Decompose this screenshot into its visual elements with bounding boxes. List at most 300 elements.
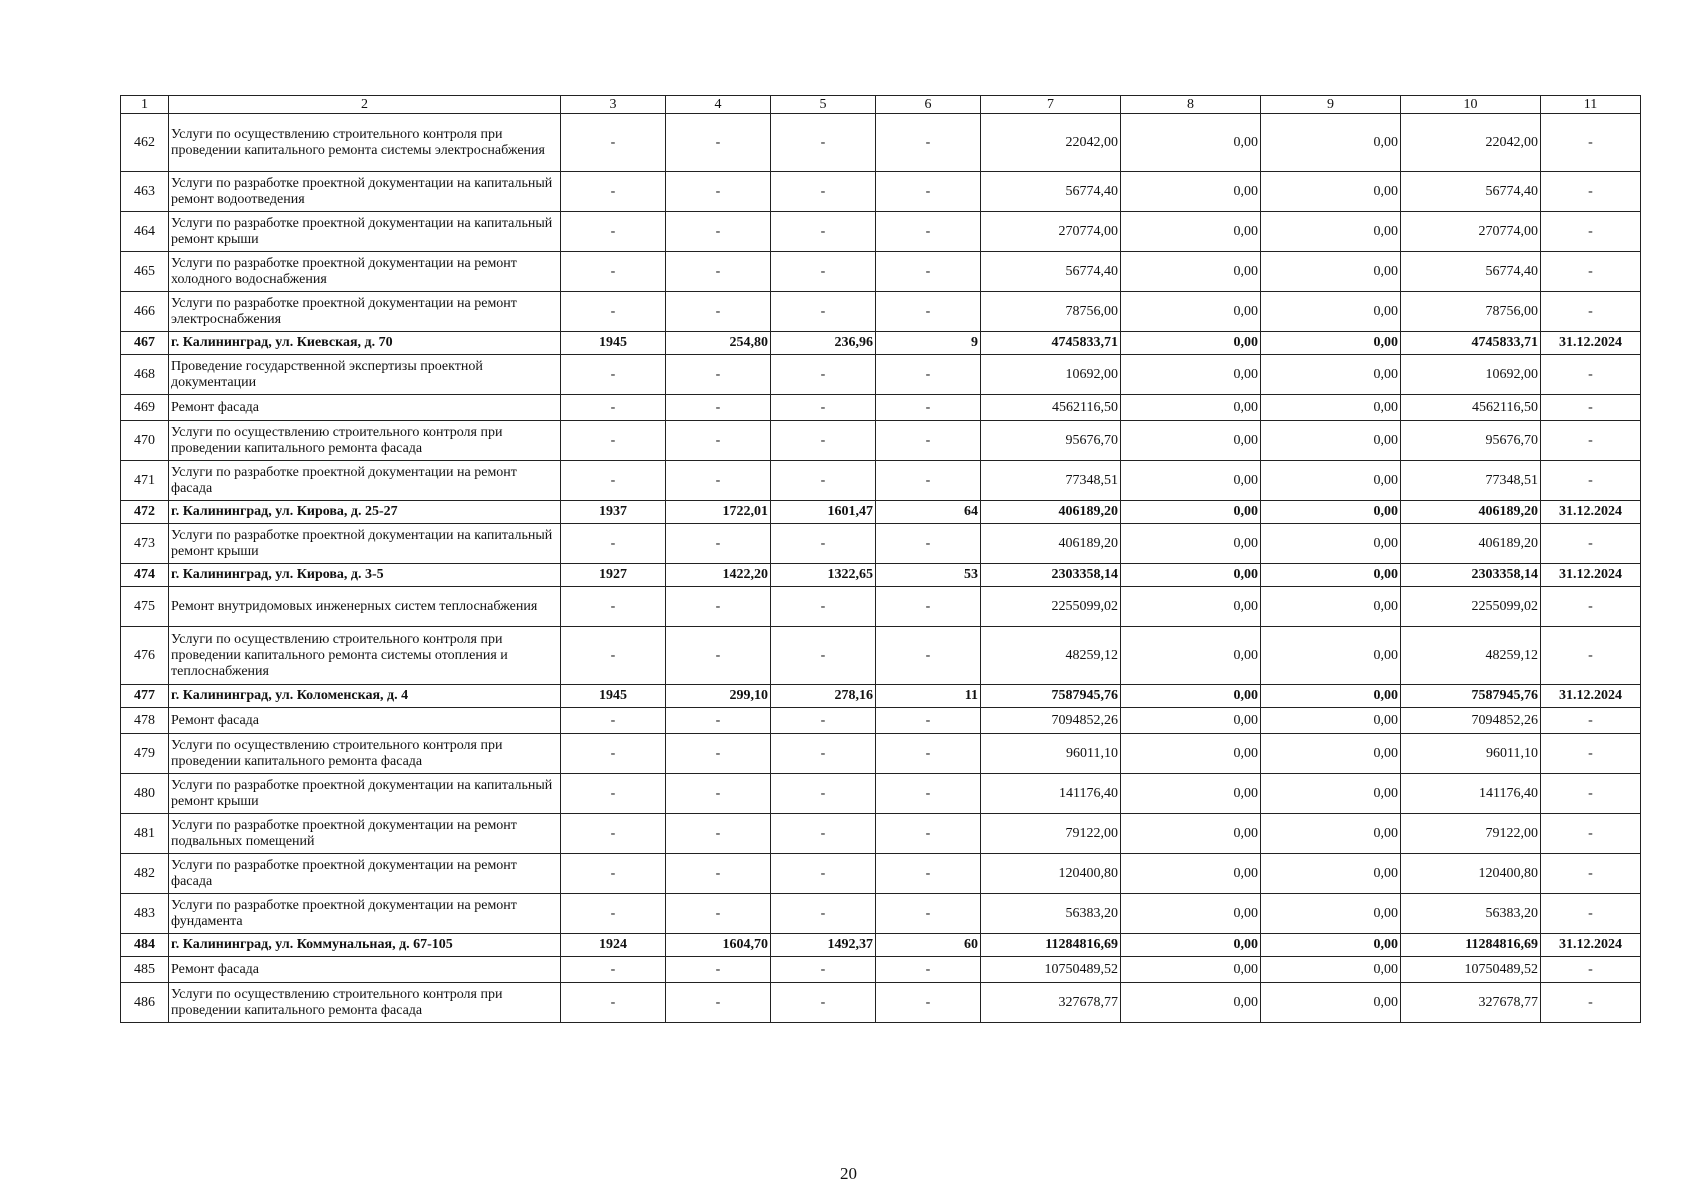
value-cell: 0,00 [1261, 814, 1401, 854]
page-number: 20 [840, 1164, 857, 1183]
deadline-cell: - [1541, 957, 1641, 983]
value-cell: 0,00 [1121, 627, 1261, 685]
column-number: 10 [1401, 96, 1541, 114]
empty-cell: - [876, 395, 981, 421]
value-cell: 0,00 [1121, 587, 1261, 627]
empty-cell: - [666, 114, 771, 172]
value-cell: 96011,10 [981, 734, 1121, 774]
table-row [121, 114, 1641, 172]
value-cell: 22042,00 [981, 114, 1121, 172]
value-cell: 406189,20 [981, 524, 1121, 564]
table-row [121, 421, 1641, 461]
row-number: 486 [121, 983, 169, 1023]
empty-cell: - [666, 355, 771, 395]
value-cell: 0,00 [1121, 395, 1261, 421]
column-number: 2 [169, 96, 561, 114]
value-cell: 0,00 [1261, 934, 1401, 957]
work-name-cell: Услуги по разработке проектной документации на капитальный ремонт водоотведения [169, 172, 561, 212]
column-number: 3 [561, 96, 666, 114]
empty-cell: - [561, 172, 666, 212]
value-cell: 0,00 [1121, 292, 1261, 332]
empty-cell: - [666, 395, 771, 421]
work-name-cell: Проведение государственной экспертизы проектной документации [169, 355, 561, 395]
value-cell: 7094852,26 [981, 708, 1121, 734]
empty-cell: - [561, 252, 666, 292]
work-name-cell: Ремонт фасада [169, 957, 561, 983]
empty-cell: - [561, 461, 666, 501]
value-cell: 0,00 [1121, 461, 1261, 501]
table-row [121, 355, 1641, 395]
table-row [121, 983, 1641, 1023]
value-cell: 327678,77 [981, 983, 1121, 1023]
value-cell: 79122,00 [1401, 814, 1541, 854]
empty-cell: - [561, 708, 666, 734]
work-name-cell: Услуги по осуществлению строительного контроля при проведении капитального ремонта системы электроснабжения [169, 114, 561, 172]
work-name-cell: Услуги по осуществлению строительного контроля при проведении капитального ремонта фасада [169, 983, 561, 1023]
value-cell: 2255099,02 [981, 587, 1121, 627]
deadline-cell: - [1541, 814, 1641, 854]
empty-cell: - [561, 983, 666, 1023]
empty-cell: - [771, 292, 876, 332]
empty-cell: - [666, 854, 771, 894]
empty-cell: - [876, 421, 981, 461]
year-cell: 1945 [561, 685, 666, 708]
value-cell: 0,00 [1261, 685, 1401, 708]
work-name-cell: Услуги по разработке проектной документации на капитальный ремонт крыши [169, 524, 561, 564]
empty-cell: - [666, 212, 771, 252]
empty-cell: - [771, 421, 876, 461]
row-number: 480 [121, 774, 169, 814]
value-cell: 4562116,50 [1401, 395, 1541, 421]
value-cell: 0,00 [1261, 524, 1401, 564]
table-row [121, 854, 1641, 894]
empty-cell: - [876, 587, 981, 627]
value-cell: 95676,70 [1401, 421, 1541, 461]
address-row [121, 685, 1641, 708]
deadline-cell: - [1541, 355, 1641, 395]
empty-cell: - [666, 524, 771, 564]
row-number: 485 [121, 957, 169, 983]
empty-cell: - [876, 461, 981, 501]
deadline-cell: - [1541, 587, 1641, 627]
value-cell: 56383,20 [981, 894, 1121, 934]
repair-program-table [120, 95, 1641, 1023]
deadline-cell: - [1541, 708, 1641, 734]
year-cell: 1945 [561, 332, 666, 355]
address-row [121, 332, 1641, 355]
work-name-cell: Услуги по разработке проектной документации на капитальный ремонт крыши [169, 212, 561, 252]
empty-cell: - [666, 983, 771, 1023]
empty-cell: - [561, 854, 666, 894]
value-cell: 1722,01 [666, 501, 771, 524]
year-cell: 1927 [561, 564, 666, 587]
value-cell: 0,00 [1261, 172, 1401, 212]
value-cell: 0,00 [1121, 524, 1261, 564]
deadline-cell: - [1541, 894, 1641, 934]
row-number: 477 [121, 685, 169, 708]
deadline-cell: 31.12.2024 [1541, 685, 1641, 708]
empty-cell: - [876, 524, 981, 564]
value-cell: 11284816,69 [981, 934, 1121, 957]
row-number: 464 [121, 212, 169, 252]
empty-cell: - [876, 734, 981, 774]
empty-cell: - [666, 957, 771, 983]
column-number: 11 [1541, 96, 1641, 114]
empty-cell: - [561, 957, 666, 983]
empty-cell: - [771, 395, 876, 421]
table-row [121, 957, 1641, 983]
empty-cell: - [876, 627, 981, 685]
row-number: 483 [121, 894, 169, 934]
value-cell: 1322,65 [771, 564, 876, 587]
value-cell: 0,00 [1261, 774, 1401, 814]
value-cell: 2303358,14 [1401, 564, 1541, 587]
row-number: 473 [121, 524, 169, 564]
empty-cell: - [876, 983, 981, 1023]
deadline-cell: 31.12.2024 [1541, 934, 1641, 957]
empty-cell: - [771, 212, 876, 252]
value-cell: 406189,20 [981, 501, 1121, 524]
empty-cell: - [771, 854, 876, 894]
value-cell: 0,00 [1261, 708, 1401, 734]
value-cell: 10692,00 [981, 355, 1121, 395]
value-cell: 278,16 [771, 685, 876, 708]
empty-cell: - [666, 627, 771, 685]
value-cell: 0,00 [1121, 983, 1261, 1023]
table-row [121, 461, 1641, 501]
value-cell: 60 [876, 934, 981, 957]
value-cell: 1492,37 [771, 934, 876, 957]
table-row [121, 627, 1641, 685]
empty-cell: - [771, 983, 876, 1023]
value-cell: 327678,77 [1401, 983, 1541, 1023]
year-cell: 1924 [561, 934, 666, 957]
value-cell: 120400,80 [1401, 854, 1541, 894]
value-cell: 56774,40 [1401, 172, 1541, 212]
value-cell: 22042,00 [1401, 114, 1541, 172]
value-cell: 0,00 [1261, 114, 1401, 172]
value-cell: 254,80 [666, 332, 771, 355]
value-cell: 0,00 [1261, 395, 1401, 421]
value-cell: 4745833,71 [1401, 332, 1541, 355]
year-cell: 1937 [561, 501, 666, 524]
value-cell: 78756,00 [981, 292, 1121, 332]
work-name-cell: Ремонт фасада [169, 708, 561, 734]
table-row [121, 395, 1641, 421]
work-name-cell: Услуги по разработке проектной документации на ремонт холодного водоснабжения [169, 252, 561, 292]
empty-cell: - [771, 587, 876, 627]
empty-cell: - [771, 355, 876, 395]
empty-cell: - [666, 292, 771, 332]
work-name-cell: Ремонт внутридомовых инженерных систем теплоснабжения [169, 587, 561, 627]
empty-cell: - [561, 814, 666, 854]
row-number: 462 [121, 114, 169, 172]
empty-cell: - [876, 292, 981, 332]
value-cell: 0,00 [1261, 734, 1401, 774]
value-cell: 0,00 [1121, 172, 1261, 212]
column-number: 9 [1261, 96, 1401, 114]
work-name-cell: Услуги по осуществлению строительного контроля при проведении капитального ремонта системы отопления и теплоснабжения [169, 627, 561, 685]
empty-cell: - [876, 814, 981, 854]
empty-cell: - [771, 734, 876, 774]
empty-cell: - [561, 627, 666, 685]
row-number: 471 [121, 461, 169, 501]
column-number: 6 [876, 96, 981, 114]
empty-cell: - [561, 421, 666, 461]
table-row [121, 292, 1641, 332]
empty-cell: - [771, 708, 876, 734]
empty-cell: - [771, 814, 876, 854]
value-cell: 64 [876, 501, 981, 524]
table-row [121, 587, 1641, 627]
column-number: 5 [771, 96, 876, 114]
empty-cell: - [771, 524, 876, 564]
value-cell: 0,00 [1121, 774, 1261, 814]
value-cell: 236,96 [771, 332, 876, 355]
row-number: 484 [121, 934, 169, 957]
value-cell: 53 [876, 564, 981, 587]
deadline-cell: - [1541, 114, 1641, 172]
row-number: 481 [121, 814, 169, 854]
empty-cell: - [561, 395, 666, 421]
table-row [121, 734, 1641, 774]
address-row [121, 564, 1641, 587]
deadline-cell: - [1541, 734, 1641, 774]
address-cell: г. Калининград, ул. Коммунальная, д. 67-105 [169, 934, 561, 957]
table-row [121, 524, 1641, 564]
value-cell: 79122,00 [981, 814, 1121, 854]
work-name-cell: Услуги по осуществлению строительного контроля при проведении капитального ремонта фасада [169, 734, 561, 774]
value-cell: 0,00 [1261, 564, 1401, 587]
value-cell: 1604,70 [666, 934, 771, 957]
column-number: 7 [981, 96, 1121, 114]
value-cell: 4562116,50 [981, 395, 1121, 421]
deadline-cell: - [1541, 983, 1641, 1023]
work-name-cell: Услуги по разработке проектной документации на ремонт подвальных помещений [169, 814, 561, 854]
empty-cell: - [666, 774, 771, 814]
work-name-cell: Ремонт фасада [169, 395, 561, 421]
empty-cell: - [561, 212, 666, 252]
empty-cell: - [666, 894, 771, 934]
empty-cell: - [876, 708, 981, 734]
deadline-cell: - [1541, 292, 1641, 332]
empty-cell: - [561, 894, 666, 934]
value-cell: 406189,20 [1401, 501, 1541, 524]
value-cell: 2303358,14 [981, 564, 1121, 587]
empty-cell: - [561, 292, 666, 332]
value-cell: 56383,20 [1401, 894, 1541, 934]
empty-cell: - [561, 774, 666, 814]
value-cell: 299,10 [666, 685, 771, 708]
deadline-cell: - [1541, 774, 1641, 814]
row-number: 463 [121, 172, 169, 212]
empty-cell: - [876, 355, 981, 395]
empty-cell: - [666, 814, 771, 854]
address-cell: г. Калининград, ул. Коломенская, д. 4 [169, 685, 561, 708]
value-cell: 141176,40 [981, 774, 1121, 814]
value-cell: 11 [876, 685, 981, 708]
address-cell: г. Калининград, ул. Кирова, д. 3-5 [169, 564, 561, 587]
empty-cell: - [771, 461, 876, 501]
table-row [121, 252, 1641, 292]
value-cell: 0,00 [1121, 814, 1261, 854]
work-name-cell: Услуги по разработке проектной документации на ремонт фундамента [169, 894, 561, 934]
deadline-cell: - [1541, 252, 1641, 292]
deadline-cell: 31.12.2024 [1541, 501, 1641, 524]
empty-cell: - [771, 774, 876, 814]
work-name-cell: Услуги по разработке проектной документации на капитальный ремонт крыши [169, 774, 561, 814]
column-number-row [121, 96, 1641, 114]
table-body [121, 114, 1641, 1023]
row-number: 482 [121, 854, 169, 894]
work-name-cell: Услуги по разработке проектной документации на ремонт фасада [169, 461, 561, 501]
row-number: 472 [121, 501, 169, 524]
deadline-cell: - [1541, 854, 1641, 894]
value-cell: 56774,40 [1401, 252, 1541, 292]
value-cell: 0,00 [1121, 355, 1261, 395]
row-number: 469 [121, 395, 169, 421]
value-cell: 10750489,52 [981, 957, 1121, 983]
value-cell: 0,00 [1121, 685, 1261, 708]
empty-cell: - [771, 894, 876, 934]
value-cell: 0,00 [1261, 292, 1401, 332]
value-cell: 0,00 [1121, 894, 1261, 934]
value-cell: 0,00 [1261, 894, 1401, 934]
deadline-cell: - [1541, 212, 1641, 252]
empty-cell: - [771, 114, 876, 172]
value-cell: 10692,00 [1401, 355, 1541, 395]
value-cell: 78756,00 [1401, 292, 1541, 332]
address-row [121, 934, 1641, 957]
value-cell: 270774,00 [1401, 212, 1541, 252]
deadline-cell: - [1541, 461, 1641, 501]
value-cell: 0,00 [1261, 332, 1401, 355]
value-cell: 4745833,71 [981, 332, 1121, 355]
deadline-cell: - [1541, 172, 1641, 212]
value-cell: 0,00 [1261, 501, 1401, 524]
row-number: 478 [121, 708, 169, 734]
value-cell: 9 [876, 332, 981, 355]
work-name-cell: Услуги по разработке проектной документации на ремонт фасада [169, 854, 561, 894]
empty-cell: - [666, 421, 771, 461]
address-cell: г. Калининград, ул. Кирова, д. 25-27 [169, 501, 561, 524]
value-cell: 0,00 [1121, 957, 1261, 983]
empty-cell: - [876, 894, 981, 934]
value-cell: 0,00 [1121, 114, 1261, 172]
empty-cell: - [666, 172, 771, 212]
empty-cell: - [876, 252, 981, 292]
value-cell: 96011,10 [1401, 734, 1541, 774]
value-cell: 7094852,26 [1401, 708, 1541, 734]
value-cell: 0,00 [1121, 421, 1261, 461]
table-row [121, 814, 1641, 854]
value-cell: 48259,12 [1401, 627, 1541, 685]
value-cell: 0,00 [1261, 587, 1401, 627]
deadline-cell: 31.12.2024 [1541, 564, 1641, 587]
value-cell: 270774,00 [981, 212, 1121, 252]
value-cell: 0,00 [1121, 734, 1261, 774]
deadline-cell: - [1541, 627, 1641, 685]
empty-cell: - [666, 461, 771, 501]
value-cell: 406189,20 [1401, 524, 1541, 564]
empty-cell: - [876, 212, 981, 252]
value-cell: 0,00 [1121, 854, 1261, 894]
empty-cell: - [771, 172, 876, 212]
table-row [121, 774, 1641, 814]
address-row [121, 501, 1641, 524]
empty-cell: - [666, 708, 771, 734]
value-cell: 77348,51 [1401, 461, 1541, 501]
value-cell: 2255099,02 [1401, 587, 1541, 627]
value-cell: 95676,70 [981, 421, 1121, 461]
value-cell: 0,00 [1121, 501, 1261, 524]
empty-cell: - [561, 734, 666, 774]
value-cell: 120400,80 [981, 854, 1121, 894]
value-cell: 0,00 [1121, 934, 1261, 957]
value-cell: 11284816,69 [1401, 934, 1541, 957]
empty-cell: - [876, 854, 981, 894]
work-name-cell: Услуги по разработке проектной документации на ремонт электроснабжения [169, 292, 561, 332]
table-row [121, 172, 1641, 212]
empty-cell: - [666, 734, 771, 774]
empty-cell: - [561, 524, 666, 564]
row-number: 474 [121, 564, 169, 587]
value-cell: 0,00 [1261, 421, 1401, 461]
deadline-cell: 31.12.2024 [1541, 332, 1641, 355]
value-cell: 0,00 [1121, 212, 1261, 252]
empty-cell: - [876, 172, 981, 212]
value-cell: 141176,40 [1401, 774, 1541, 814]
value-cell: 0,00 [1261, 212, 1401, 252]
empty-cell: - [876, 774, 981, 814]
column-number: 1 [121, 96, 169, 114]
table-row [121, 894, 1641, 934]
value-cell: 10750489,52 [1401, 957, 1541, 983]
deadline-cell: - [1541, 395, 1641, 421]
deadline-cell: - [1541, 421, 1641, 461]
empty-cell: - [561, 355, 666, 395]
empty-cell: - [666, 252, 771, 292]
row-number: 466 [121, 292, 169, 332]
row-number: 470 [121, 421, 169, 461]
empty-cell: - [666, 587, 771, 627]
value-cell: 1422,20 [666, 564, 771, 587]
row-number: 476 [121, 627, 169, 685]
value-cell: 7587945,76 [1401, 685, 1541, 708]
value-cell: 1601,47 [771, 501, 876, 524]
row-number: 468 [121, 355, 169, 395]
row-number: 475 [121, 587, 169, 627]
address-cell: г. Калининград, ул. Киевская, д. 70 [169, 332, 561, 355]
deadline-cell: - [1541, 524, 1641, 564]
value-cell: 0,00 [1261, 957, 1401, 983]
value-cell: 56774,40 [981, 172, 1121, 212]
empty-cell: - [771, 252, 876, 292]
value-cell: 0,00 [1121, 252, 1261, 292]
table-row [121, 708, 1641, 734]
empty-cell: - [876, 957, 981, 983]
value-cell: 0,00 [1261, 461, 1401, 501]
value-cell: 0,00 [1121, 564, 1261, 587]
empty-cell: - [771, 627, 876, 685]
value-cell: 7587945,76 [981, 685, 1121, 708]
value-cell: 77348,51 [981, 461, 1121, 501]
value-cell: 0,00 [1261, 355, 1401, 395]
value-cell: 0,00 [1261, 252, 1401, 292]
empty-cell: - [876, 114, 981, 172]
row-number: 467 [121, 332, 169, 355]
value-cell: 0,00 [1121, 332, 1261, 355]
